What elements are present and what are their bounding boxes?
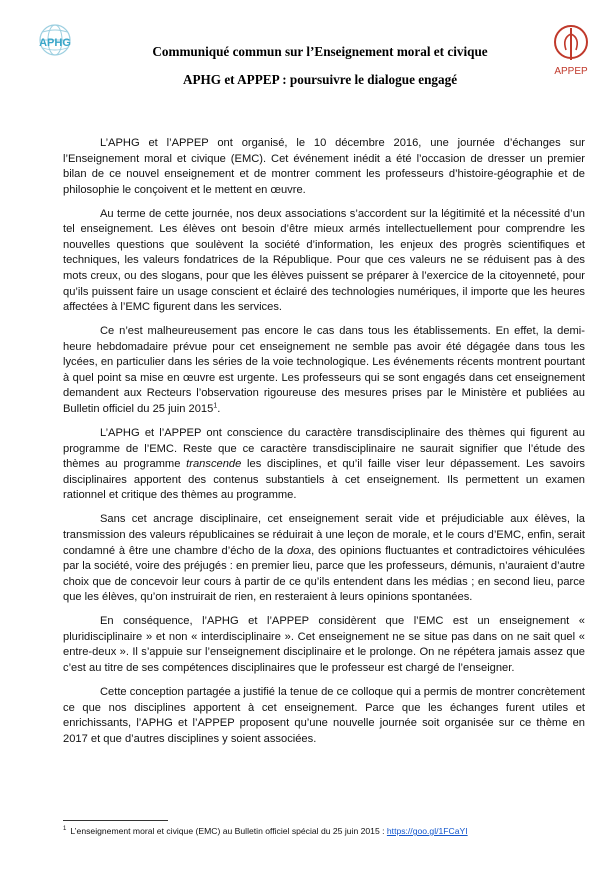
paragraph-5-text-a: Sans cet ancrage disciplinaire, cet enseignement serait vide et préjudiciable aux élèves, la transmission des valeurs républicaines se réduirait à une leçon de morale, et le cours d’EMC, enfin, serait condamné à être une chambre d’écho de la (63, 513, 585, 557)
paragraph-4-text-a: L’APHG et l’APPEP ont conscience du caractère transdisciplinaire des thèmes qui figurent au programme de l’EMC. Reste que ce caractère transdisciplinaire ne saurait signifier que l’étude des thèmes au programme (63, 427, 585, 471)
paragraph-5-text-b: , des opinions fluctuantes et contradictoires véhiculées par la société, voire des préjugés : en premier lieu, parce que les professeurs, démunis, n’auraient d’autre choix que de concevoir leur cours à partir de ce qu’ils entendent dans les médias ; en second lieu, parce que les élèves, qu’on instruirait de rien, en resteraient à leurs opinions spontanées. (63, 544, 585, 604)
footnote-text: L’enseignement moral et civique (EMC) au Bulletin officiel spécial du 25 juin 2015 : (70, 826, 387, 836)
footnote (63, 826, 593, 836)
paragraph-4-text-b: les disciplines, et qu’il faille viser leur dépassement. Les savoirs disciplinaires apportent des contenus substantiels à cet enseignement. Ils permettent un examen rationnel et critique des thèmes au programme. (63, 458, 585, 502)
svg-text:APPEP: APPEP (554, 66, 588, 77)
paragraph-4 (63, 426, 585, 504)
paragraph-1: L’APHG et l’APPEP ont organisé, le 10 décembre 2016, une journée d’échanges sur l’Enseignement moral et civique (EMC). Cet événement inédit a été l’occasion de dresser un premier bilan de ce nouvel enseignement et de montrer comment les professeurs d’histoire-géographie et de philosophie le conçoivent et le mettent en œuvre. (63, 137, 585, 196)
paragraph-7: Cette conception partagée a justifié la tenue de ce colloque qui a permis de montrer concrètement ce que nos disciplines apportent à cet enseignement. Parce que les échanges furent utiles et enrichissants, l’APHG et l’APPEP proposent qu’une nouvelle journée soit organisée sur ce thème en 2017 et que d’autres disciplines y soient associées. (63, 686, 585, 745)
svg-text:APHG: APHG (39, 37, 71, 49)
paragraph-5 (63, 512, 585, 605)
footnote-number: 1 (63, 826, 67, 833)
body-text (63, 136, 585, 756)
document-subtitle: APHG et APPEP : poursuivre le dialogue engagé (182, 72, 458, 87)
footnote-link[interactable]: https://goo.gl/1FCaYI (386, 826, 468, 836)
paragraph-2: Au terme de cette journée, nos deux associations s’accordent sur la légitimité et la nécessité d’un tel enseignement. Les élèves ont besoin d’être mieux armés intellectuellement pour comprendre les nouvelles questions que soulèvent la société d’information, les enjeux des progrès scientifiques et techniques, les valeurs fondatrices de la République. Pour que ces valeurs ne se réduisent pas à des mots creux, ou des slogans, pour que les élèves puissent se préparer à l’exercice de la citoyenneté, pour qu’ils puissent faire un usage conscient et éclairé des technologies numériques, il importe que les heures affectées à l’EMC figurent dans les services. (63, 207, 585, 314)
paragraph-6: En conséquence, l’APHG et l’APPEP considèrent que l’EMC est un enseignement « pluridisciplinaire » et non « interdisciplinaire ». Cet enseignement ne se situe pas dans on ne sait quel « entre-deux ». Il s’appuie sur l’enseignement disciplinaire et le prolonge. On ne répétera jamais assez que c’est au titre de ses compétences disciplinaires que le professeur est chargé de l’enseigner. (63, 615, 585, 674)
paragraph-4-emphasis: transcende (186, 458, 242, 471)
appep-logo (550, 20, 592, 80)
document-title: Communiqué commun sur l’Enseignement moral et civique (152, 44, 488, 59)
paragraph-3-end: . (217, 402, 221, 415)
footnote-divider (63, 820, 168, 821)
footnote-reference[interactable]: 1 (213, 402, 218, 410)
paragraph-3 (63, 324, 585, 417)
aphg-logo (25, 22, 85, 70)
paragraph-3-text: Ce n’est malheureusement pas encore le cas dans tous les établissements. En effet, la demi-heure hebdomadaire prévue pour cet enseignement ne semble pas avoir été dégagée dans tous les lycées, en particulier dans les séries de la voie technologique. Les événements récents montrent pourtant à quel point sa mise en œuvre est urgente. Les professeurs qui se sont engagés dans cet enseignement demandent aux Recteurs l’observation rigoureuse des mesures prises par le Ministère et publiées au Bulletin officiel du 25 juin 2015 (63, 325, 585, 415)
paragraph-5-emphasis: doxa (286, 544, 312, 557)
